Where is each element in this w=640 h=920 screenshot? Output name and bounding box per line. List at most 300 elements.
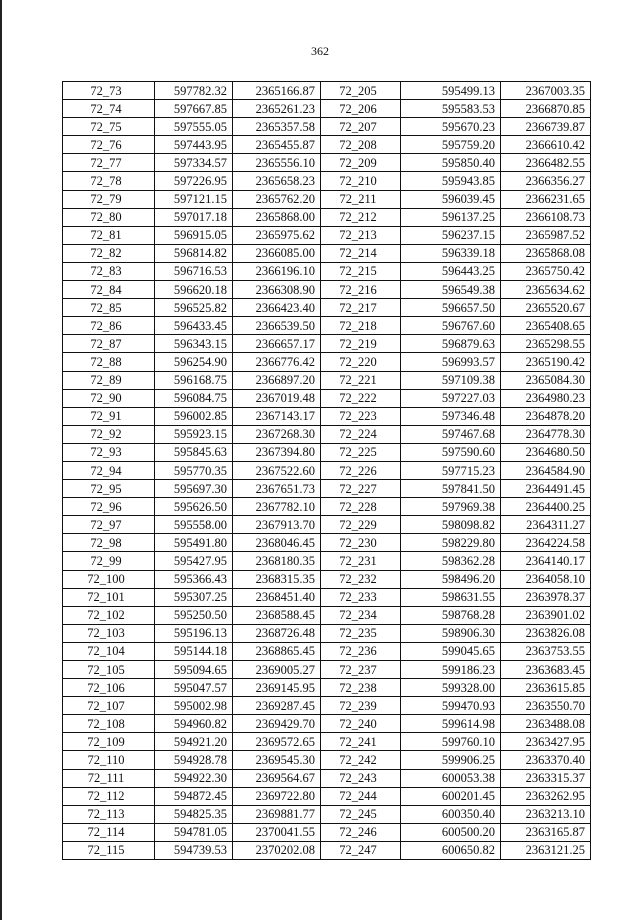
point-id-cell: 72_208 bbox=[321, 136, 401, 154]
x-coordinate-cell: 595845.63 bbox=[155, 443, 233, 461]
y-coordinate-cell: 2369881.77 bbox=[233, 805, 321, 823]
point-id-cell: 72_212 bbox=[321, 208, 401, 226]
x-coordinate-cell: 595697.30 bbox=[155, 480, 233, 498]
point-id-cell: 72_112 bbox=[63, 787, 155, 805]
point-id-cell: 72_222 bbox=[321, 389, 401, 407]
x-coordinate-cell: 596993.57 bbox=[401, 353, 501, 371]
table-row bbox=[63, 317, 591, 335]
x-coordinate-cell: 596343.15 bbox=[155, 335, 233, 353]
x-coordinate-cell: 595094.65 bbox=[155, 661, 233, 679]
point-id-cell: 72_90 bbox=[63, 389, 155, 407]
table-row bbox=[63, 262, 591, 280]
table-row bbox=[63, 136, 591, 154]
y-coordinate-cell: 2365408.65 bbox=[501, 317, 591, 335]
table-row bbox=[63, 480, 591, 498]
y-coordinate-cell: 2370202.08 bbox=[233, 841, 321, 859]
x-coordinate-cell: 597969.38 bbox=[401, 498, 501, 516]
point-id-cell: 72_232 bbox=[321, 570, 401, 588]
point-id-cell: 72_224 bbox=[321, 425, 401, 443]
y-coordinate-cell: 2367913.70 bbox=[233, 516, 321, 534]
x-coordinate-cell: 600053.38 bbox=[401, 769, 501, 787]
x-coordinate-cell: 599470.93 bbox=[401, 697, 501, 715]
y-coordinate-cell: 2370041.55 bbox=[233, 823, 321, 841]
page-number: 362 bbox=[311, 44, 329, 58]
y-coordinate-cell: 2364311.27 bbox=[501, 516, 591, 534]
x-coordinate-cell: 598362.28 bbox=[401, 552, 501, 570]
table-row bbox=[63, 335, 591, 353]
y-coordinate-cell: 2367019.48 bbox=[233, 389, 321, 407]
point-id-cell: 72_89 bbox=[63, 371, 155, 389]
y-coordinate-cell: 2368865.45 bbox=[233, 642, 321, 660]
x-coordinate-cell: 594922.30 bbox=[155, 769, 233, 787]
y-coordinate-cell: 2364778.30 bbox=[501, 425, 591, 443]
point-id-cell: 72_92 bbox=[63, 425, 155, 443]
point-id-cell: 72_110 bbox=[63, 751, 155, 769]
x-coordinate-cell: 600500.20 bbox=[401, 823, 501, 841]
x-coordinate-cell: 595307.25 bbox=[155, 588, 233, 606]
x-coordinate-cell: 596237.15 bbox=[401, 226, 501, 244]
point-id-cell: 72_91 bbox=[63, 407, 155, 425]
point-id-cell: 72_230 bbox=[321, 534, 401, 552]
x-coordinate-cell: 600650.82 bbox=[401, 841, 501, 859]
y-coordinate-cell: 2369564.67 bbox=[233, 769, 321, 787]
point-id-cell: 72_205 bbox=[321, 82, 401, 100]
x-coordinate-cell: 597555.05 bbox=[155, 118, 233, 136]
point-id-cell: 72_236 bbox=[321, 642, 401, 660]
y-coordinate-cell: 2365975.62 bbox=[233, 226, 321, 244]
table-row bbox=[63, 534, 591, 552]
table-row bbox=[63, 769, 591, 787]
x-coordinate-cell: 598229.80 bbox=[401, 534, 501, 552]
table-row bbox=[63, 244, 591, 262]
point-id-cell: 72_247 bbox=[321, 841, 401, 859]
point-id-cell: 72_103 bbox=[63, 624, 155, 642]
y-coordinate-cell: 2364400.25 bbox=[501, 498, 591, 516]
x-coordinate-cell: 596039.45 bbox=[401, 190, 501, 208]
x-coordinate-cell: 596915.05 bbox=[155, 226, 233, 244]
y-coordinate-cell: 2366610.42 bbox=[501, 136, 591, 154]
point-id-cell: 72_93 bbox=[63, 443, 155, 461]
point-id-cell: 72_73 bbox=[63, 82, 155, 100]
x-coordinate-cell: 594825.35 bbox=[155, 805, 233, 823]
x-coordinate-cell: 594921.20 bbox=[155, 733, 233, 751]
x-coordinate-cell: 595943.85 bbox=[401, 172, 501, 190]
point-id-cell: 72_219 bbox=[321, 335, 401, 353]
x-coordinate-cell: 594872.45 bbox=[155, 787, 233, 805]
point-id-cell: 72_223 bbox=[321, 407, 401, 425]
point-id-cell: 72_107 bbox=[63, 697, 155, 715]
point-id-cell: 72_246 bbox=[321, 823, 401, 841]
y-coordinate-cell: 2367522.60 bbox=[233, 461, 321, 479]
y-coordinate-cell: 2363165.87 bbox=[501, 823, 591, 841]
table-row bbox=[63, 425, 591, 443]
y-coordinate-cell: 2364584.90 bbox=[501, 461, 591, 479]
y-coordinate-cell: 2369545.30 bbox=[233, 751, 321, 769]
point-id-cell: 72_243 bbox=[321, 769, 401, 787]
y-coordinate-cell: 2365455.87 bbox=[233, 136, 321, 154]
point-id-cell: 72_228 bbox=[321, 498, 401, 516]
x-coordinate-cell: 595626.50 bbox=[155, 498, 233, 516]
y-coordinate-cell: 2368726.48 bbox=[233, 624, 321, 642]
y-coordinate-cell: 2363753.55 bbox=[501, 642, 591, 660]
table-row bbox=[63, 498, 591, 516]
y-coordinate-cell: 2366482.55 bbox=[501, 154, 591, 172]
y-coordinate-cell: 2363550.70 bbox=[501, 697, 591, 715]
x-coordinate-cell: 595366.43 bbox=[155, 570, 233, 588]
table-row bbox=[63, 461, 591, 479]
point-id-cell: 72_108 bbox=[63, 715, 155, 733]
point-id-cell: 72_231 bbox=[321, 552, 401, 570]
point-id-cell: 72_84 bbox=[63, 281, 155, 299]
x-coordinate-cell: 599760.10 bbox=[401, 733, 501, 751]
y-coordinate-cell: 2365261.23 bbox=[233, 100, 321, 118]
table-row bbox=[63, 281, 591, 299]
y-coordinate-cell: 2369005.27 bbox=[233, 661, 321, 679]
point-id-cell: 72_206 bbox=[321, 100, 401, 118]
table-row bbox=[63, 100, 591, 118]
table-row bbox=[63, 443, 591, 461]
table-row bbox=[63, 172, 591, 190]
y-coordinate-cell: 2366423.40 bbox=[233, 299, 321, 317]
point-id-cell: 72_216 bbox=[321, 281, 401, 299]
y-coordinate-cell: 2367003.35 bbox=[501, 82, 591, 100]
y-coordinate-cell: 2364140.17 bbox=[501, 552, 591, 570]
y-coordinate-cell: 2364878.20 bbox=[501, 407, 591, 425]
x-coordinate-cell: 596433.45 bbox=[155, 317, 233, 335]
point-id-cell: 72_218 bbox=[321, 317, 401, 335]
x-coordinate-cell: 594960.82 bbox=[155, 715, 233, 733]
point-id-cell: 72_105 bbox=[63, 661, 155, 679]
x-coordinate-cell: 596716.53 bbox=[155, 262, 233, 280]
y-coordinate-cell: 2363683.45 bbox=[501, 661, 591, 679]
y-coordinate-cell: 2367268.30 bbox=[233, 425, 321, 443]
x-coordinate-cell: 595759.20 bbox=[401, 136, 501, 154]
x-coordinate-cell: 595499.13 bbox=[401, 82, 501, 100]
table-row bbox=[63, 516, 591, 534]
table-row bbox=[63, 118, 591, 136]
point-id-cell: 72_245 bbox=[321, 805, 401, 823]
point-id-cell: 72_97 bbox=[63, 516, 155, 534]
y-coordinate-cell: 2366776.42 bbox=[233, 353, 321, 371]
point-id-cell: 72_95 bbox=[63, 480, 155, 498]
x-coordinate-cell: 595427.95 bbox=[155, 552, 233, 570]
point-id-cell: 72_233 bbox=[321, 588, 401, 606]
table-row bbox=[63, 82, 591, 100]
point-id-cell: 72_113 bbox=[63, 805, 155, 823]
y-coordinate-cell: 2363370.40 bbox=[501, 751, 591, 769]
point-id-cell: 72_244 bbox=[321, 787, 401, 805]
x-coordinate-cell: 598906.30 bbox=[401, 624, 501, 642]
x-coordinate-cell: 600201.45 bbox=[401, 787, 501, 805]
table-row bbox=[63, 624, 591, 642]
x-coordinate-cell: 595670.23 bbox=[401, 118, 501, 136]
y-coordinate-cell: 2369572.65 bbox=[233, 733, 321, 751]
x-coordinate-cell: 599186.23 bbox=[401, 661, 501, 679]
point-id-cell: 72_81 bbox=[63, 226, 155, 244]
point-id-cell: 72_214 bbox=[321, 244, 401, 262]
point-id-cell: 72_115 bbox=[63, 841, 155, 859]
table-row bbox=[63, 787, 591, 805]
point-id-cell: 72_213 bbox=[321, 226, 401, 244]
y-coordinate-cell: 2368451.40 bbox=[233, 588, 321, 606]
y-coordinate-cell: 2363615.85 bbox=[501, 679, 591, 697]
point-id-cell: 72_106 bbox=[63, 679, 155, 697]
x-coordinate-cell: 597334.57 bbox=[155, 154, 233, 172]
y-coordinate-cell: 2363978.37 bbox=[501, 588, 591, 606]
point-id-cell: 72_111 bbox=[63, 769, 155, 787]
x-coordinate-cell: 595491.80 bbox=[155, 534, 233, 552]
x-coordinate-cell: 596443.25 bbox=[401, 262, 501, 280]
scan-edge-line bbox=[0, 0, 2, 920]
point-id-cell: 72_229 bbox=[321, 516, 401, 534]
x-coordinate-cell: 597443.95 bbox=[155, 136, 233, 154]
y-coordinate-cell: 2364491.45 bbox=[501, 480, 591, 498]
x-coordinate-cell: 595002.98 bbox=[155, 697, 233, 715]
x-coordinate-cell: 598631.55 bbox=[401, 588, 501, 606]
x-coordinate-cell: 596339.18 bbox=[401, 244, 501, 262]
point-id-cell: 72_75 bbox=[63, 118, 155, 136]
x-coordinate-cell: 596767.60 bbox=[401, 317, 501, 335]
x-coordinate-cell: 599906.25 bbox=[401, 751, 501, 769]
x-coordinate-cell: 599045.65 bbox=[401, 642, 501, 660]
x-coordinate-cell: 596657.50 bbox=[401, 299, 501, 317]
y-coordinate-cell: 2365556.10 bbox=[233, 154, 321, 172]
table-row bbox=[63, 715, 591, 733]
point-id-cell: 72_85 bbox=[63, 299, 155, 317]
y-coordinate-cell: 2368180.35 bbox=[233, 552, 321, 570]
point-id-cell: 72_235 bbox=[321, 624, 401, 642]
point-id-cell: 72_102 bbox=[63, 606, 155, 624]
point-id-cell: 72_88 bbox=[63, 353, 155, 371]
y-coordinate-cell: 2365166.87 bbox=[233, 82, 321, 100]
y-coordinate-cell: 2363262.95 bbox=[501, 787, 591, 805]
point-id-cell: 72_77 bbox=[63, 154, 155, 172]
x-coordinate-cell: 596620.18 bbox=[155, 281, 233, 299]
x-coordinate-cell: 597667.85 bbox=[155, 100, 233, 118]
y-coordinate-cell: 2368588.45 bbox=[233, 606, 321, 624]
y-coordinate-cell: 2365084.30 bbox=[501, 371, 591, 389]
table-row bbox=[63, 407, 591, 425]
y-coordinate-cell: 2363213.10 bbox=[501, 805, 591, 823]
point-id-cell: 72_76 bbox=[63, 136, 155, 154]
y-coordinate-cell: 2366657.17 bbox=[233, 335, 321, 353]
y-coordinate-cell: 2365298.55 bbox=[501, 335, 591, 353]
y-coordinate-cell: 2366739.87 bbox=[501, 118, 591, 136]
x-coordinate-cell: 600350.40 bbox=[401, 805, 501, 823]
point-id-cell: 72_74 bbox=[63, 100, 155, 118]
point-id-cell: 72_242 bbox=[321, 751, 401, 769]
y-coordinate-cell: 2363901.02 bbox=[501, 606, 591, 624]
x-coordinate-cell: 596002.85 bbox=[155, 407, 233, 425]
point-id-cell: 72_80 bbox=[63, 208, 155, 226]
x-coordinate-cell: 595144.18 bbox=[155, 642, 233, 660]
x-coordinate-cell: 595770.35 bbox=[155, 461, 233, 479]
point-id-cell: 72_234 bbox=[321, 606, 401, 624]
y-coordinate-cell: 2367394.80 bbox=[233, 443, 321, 461]
y-coordinate-cell: 2367782.10 bbox=[233, 498, 321, 516]
x-coordinate-cell: 597121.15 bbox=[155, 190, 233, 208]
coordinates-table bbox=[62, 81, 591, 860]
x-coordinate-cell: 597109.38 bbox=[401, 371, 501, 389]
x-coordinate-cell: 596137.25 bbox=[401, 208, 501, 226]
table-row bbox=[63, 805, 591, 823]
x-coordinate-cell: 598496.20 bbox=[401, 570, 501, 588]
table-row bbox=[63, 190, 591, 208]
point-id-cell: 72_225 bbox=[321, 443, 401, 461]
y-coordinate-cell: 2366897.20 bbox=[233, 371, 321, 389]
y-coordinate-cell: 2365868.08 bbox=[501, 244, 591, 262]
point-id-cell: 72_78 bbox=[63, 172, 155, 190]
y-coordinate-cell: 2365868.00 bbox=[233, 208, 321, 226]
point-id-cell: 72_209 bbox=[321, 154, 401, 172]
table-row bbox=[63, 661, 591, 679]
x-coordinate-cell: 597467.68 bbox=[401, 425, 501, 443]
y-coordinate-cell: 2367143.17 bbox=[233, 407, 321, 425]
y-coordinate-cell: 2366196.10 bbox=[233, 262, 321, 280]
table-row bbox=[63, 208, 591, 226]
table-row bbox=[63, 733, 591, 751]
x-coordinate-cell: 597017.18 bbox=[155, 208, 233, 226]
table-row bbox=[63, 823, 591, 841]
x-coordinate-cell: 596814.82 bbox=[155, 244, 233, 262]
y-coordinate-cell: 2365190.42 bbox=[501, 353, 591, 371]
point-id-cell: 72_215 bbox=[321, 262, 401, 280]
x-coordinate-cell: 595583.53 bbox=[401, 100, 501, 118]
x-coordinate-cell: 595923.15 bbox=[155, 425, 233, 443]
x-coordinate-cell: 598768.28 bbox=[401, 606, 501, 624]
point-id-cell: 72_100 bbox=[63, 570, 155, 588]
x-coordinate-cell: 597782.32 bbox=[155, 82, 233, 100]
x-coordinate-cell: 595196.13 bbox=[155, 624, 233, 642]
point-id-cell: 72_221 bbox=[321, 371, 401, 389]
x-coordinate-cell: 599328.00 bbox=[401, 679, 501, 697]
x-coordinate-cell: 596525.82 bbox=[155, 299, 233, 317]
y-coordinate-cell: 2366108.73 bbox=[501, 208, 591, 226]
point-id-cell: 72_94 bbox=[63, 461, 155, 479]
x-coordinate-cell: 595558.00 bbox=[155, 516, 233, 534]
x-coordinate-cell: 599614.98 bbox=[401, 715, 501, 733]
point-id-cell: 72_96 bbox=[63, 498, 155, 516]
point-id-cell: 72_211 bbox=[321, 190, 401, 208]
table-row bbox=[63, 552, 591, 570]
y-coordinate-cell: 2369722.80 bbox=[233, 787, 321, 805]
x-coordinate-cell: 597227.03 bbox=[401, 389, 501, 407]
point-id-cell: 72_101 bbox=[63, 588, 155, 606]
point-id-cell: 72_82 bbox=[63, 244, 155, 262]
y-coordinate-cell: 2364058.10 bbox=[501, 570, 591, 588]
y-coordinate-cell: 2365750.42 bbox=[501, 262, 591, 280]
point-id-cell: 72_114 bbox=[63, 823, 155, 841]
y-coordinate-cell: 2369287.45 bbox=[233, 697, 321, 715]
y-coordinate-cell: 2363121.25 bbox=[501, 841, 591, 859]
point-id-cell: 72_239 bbox=[321, 697, 401, 715]
table-row bbox=[63, 570, 591, 588]
y-coordinate-cell: 2368046.45 bbox=[233, 534, 321, 552]
x-coordinate-cell: 594928.78 bbox=[155, 751, 233, 769]
point-id-cell: 72_210 bbox=[321, 172, 401, 190]
y-coordinate-cell: 2363488.08 bbox=[501, 715, 591, 733]
point-id-cell: 72_109 bbox=[63, 733, 155, 751]
point-id-cell: 72_79 bbox=[63, 190, 155, 208]
y-coordinate-cell: 2365987.52 bbox=[501, 226, 591, 244]
point-id-cell: 72_238 bbox=[321, 679, 401, 697]
y-coordinate-cell: 2368315.35 bbox=[233, 570, 321, 588]
table-row bbox=[63, 226, 591, 244]
x-coordinate-cell: 594781.05 bbox=[155, 823, 233, 841]
table-row bbox=[63, 751, 591, 769]
table-row bbox=[63, 841, 591, 859]
y-coordinate-cell: 2365762.20 bbox=[233, 190, 321, 208]
y-coordinate-cell: 2364980.23 bbox=[501, 389, 591, 407]
table-row bbox=[63, 154, 591, 172]
x-coordinate-cell: 596879.63 bbox=[401, 335, 501, 353]
y-coordinate-cell: 2364680.50 bbox=[501, 443, 591, 461]
y-coordinate-cell: 2364224.58 bbox=[501, 534, 591, 552]
x-coordinate-cell: 596084.75 bbox=[155, 389, 233, 407]
y-coordinate-cell: 2366231.65 bbox=[501, 190, 591, 208]
x-coordinate-cell: 598098.82 bbox=[401, 516, 501, 534]
y-coordinate-cell: 2369429.70 bbox=[233, 715, 321, 733]
y-coordinate-cell: 2366085.00 bbox=[233, 244, 321, 262]
y-coordinate-cell: 2366539.50 bbox=[233, 317, 321, 335]
point-id-cell: 72_237 bbox=[321, 661, 401, 679]
point-id-cell: 72_241 bbox=[321, 733, 401, 751]
y-coordinate-cell: 2366308.90 bbox=[233, 281, 321, 299]
point-id-cell: 72_98 bbox=[63, 534, 155, 552]
table-row bbox=[63, 679, 591, 697]
point-id-cell: 72_220 bbox=[321, 353, 401, 371]
point-id-cell: 72_99 bbox=[63, 552, 155, 570]
point-id-cell: 72_217 bbox=[321, 299, 401, 317]
table-row bbox=[63, 299, 591, 317]
y-coordinate-cell: 2363826.08 bbox=[501, 624, 591, 642]
x-coordinate-cell: 595250.50 bbox=[155, 606, 233, 624]
x-coordinate-cell: 596254.90 bbox=[155, 353, 233, 371]
y-coordinate-cell: 2367651.73 bbox=[233, 480, 321, 498]
x-coordinate-cell: 597590.60 bbox=[401, 443, 501, 461]
point-id-cell: 72_227 bbox=[321, 480, 401, 498]
x-coordinate-cell: 597841.50 bbox=[401, 480, 501, 498]
y-coordinate-cell: 2366870.85 bbox=[501, 100, 591, 118]
y-coordinate-cell: 2365520.67 bbox=[501, 299, 591, 317]
x-coordinate-cell: 597226.95 bbox=[155, 172, 233, 190]
x-coordinate-cell: 596549.38 bbox=[401, 281, 501, 299]
table-row bbox=[63, 697, 591, 715]
point-id-cell: 72_207 bbox=[321, 118, 401, 136]
table-row bbox=[63, 642, 591, 660]
point-id-cell: 72_83 bbox=[63, 262, 155, 280]
table-row bbox=[63, 588, 591, 606]
table-row bbox=[63, 371, 591, 389]
y-coordinate-cell: 2365634.62 bbox=[501, 281, 591, 299]
point-id-cell: 72_86 bbox=[63, 317, 155, 335]
x-coordinate-cell: 595047.57 bbox=[155, 679, 233, 697]
y-coordinate-cell: 2369145.95 bbox=[233, 679, 321, 697]
y-coordinate-cell: 2365357.58 bbox=[233, 118, 321, 136]
x-coordinate-cell: 597715.23 bbox=[401, 461, 501, 479]
y-coordinate-cell: 2365658.23 bbox=[233, 172, 321, 190]
point-id-cell: 72_104 bbox=[63, 642, 155, 660]
table-row bbox=[63, 389, 591, 407]
point-id-cell: 72_240 bbox=[321, 715, 401, 733]
x-coordinate-cell: 597346.48 bbox=[401, 407, 501, 425]
table-row bbox=[63, 606, 591, 624]
x-coordinate-cell: 595850.40 bbox=[401, 154, 501, 172]
point-id-cell: 72_226 bbox=[321, 461, 401, 479]
x-coordinate-cell: 594739.53 bbox=[155, 841, 233, 859]
point-id-cell: 72_87 bbox=[63, 335, 155, 353]
table-row bbox=[63, 353, 591, 371]
